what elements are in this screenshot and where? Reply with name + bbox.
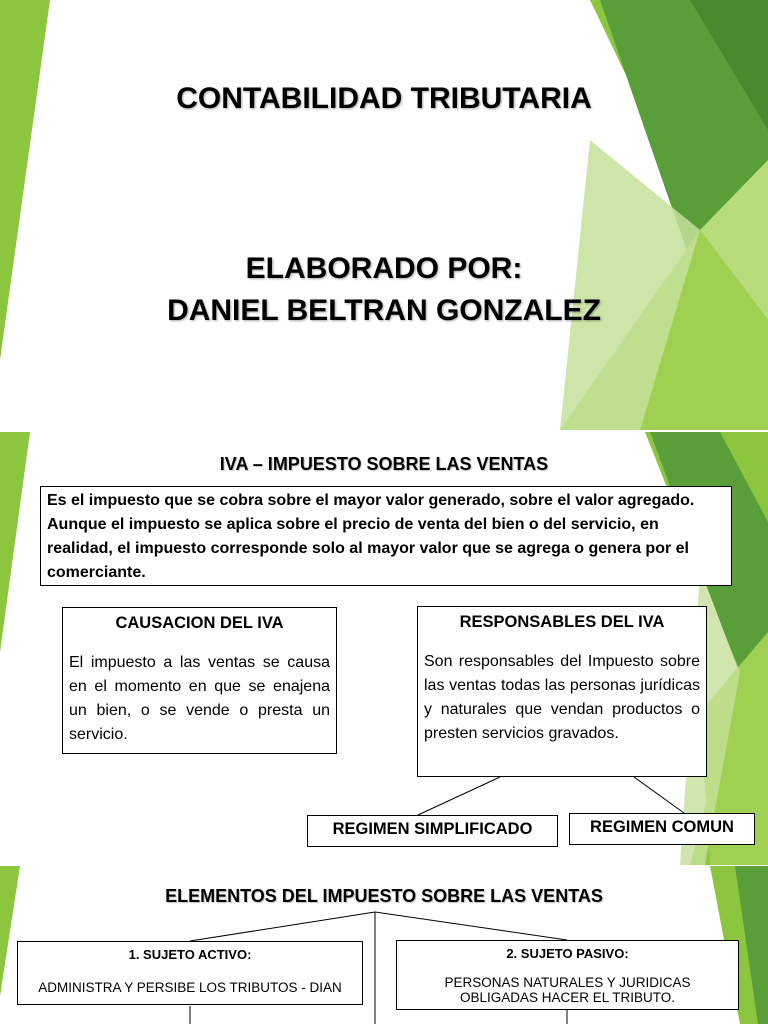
causacion-title: CAUSACION DEL IVA: [115, 614, 284, 632]
causacion-text: El impuesto a las ventas se causa en el momento en que se enajena un bien, o se vende o presta un servicio.: [69, 654, 330, 743]
regimen-comun-box: REGIMEN COMUN: [569, 813, 755, 845]
slide-title: [0, 0, 768, 430]
slide-iva: [0, 432, 768, 865]
responsables-title: RESPONSABLES DEL IVA: [459, 613, 665, 631]
responsables-text: Son responsables del Impuesto sobre las ventas todas las personas jurídicas y naturales que vendan productos o presten servicios gravados.: [424, 653, 700, 742]
connector-lines: [0, 432, 768, 865]
regimen-simplificado-box: REGIMEN SIMPLIFICADO: [307, 815, 558, 847]
sujeto-pasivo-text: PERSONAS NATURALES Y JURIDICAS OBLIGADAS HACER EL TRIBUTO.: [444, 975, 691, 1005]
author-name: DANIEL BELTRAN GONZALEZ: [167, 294, 601, 327]
sujeto-activo-box: [17, 941, 363, 1005]
sujeto-pasivo-box: [396, 940, 739, 1010]
iva-heading: IVA – IMPUESTO SOBRE LAS VENTAS: [219, 454, 549, 474]
sujeto-pasivo-title: 2. SUJETO PASIVO:: [506, 946, 629, 961]
presentation-title: CONTABILIDAD TRIBUTARIA: [176, 82, 592, 115]
elementos-heading: ELEMENTOS DEL IMPUESTO SOBRE LAS VENTAS: [165, 886, 603, 906]
author-label: ELABORADO POR:: [245, 252, 523, 285]
slide-elementos: [0, 866, 768, 1024]
sujeto-activo-title: 1. SUJETO ACTIVO:: [128, 947, 252, 962]
slide1-background-shapes: [0, 0, 768, 430]
sujeto-activo-text: ADMINISTRA Y PERSIBE LOS TRIBUTOS - DIAN: [38, 980, 342, 995]
iva-definition-text: Es el impuesto que se cobra sobre el mayor valor generado, sobre el valor agregado. Aunque el impuesto se aplica sobre el precio de venta del bien o del servicio, en realidad, el impuesto corresponde solo al mayor valor que se agrega o genera por el comerciante.: [47, 492, 695, 581]
